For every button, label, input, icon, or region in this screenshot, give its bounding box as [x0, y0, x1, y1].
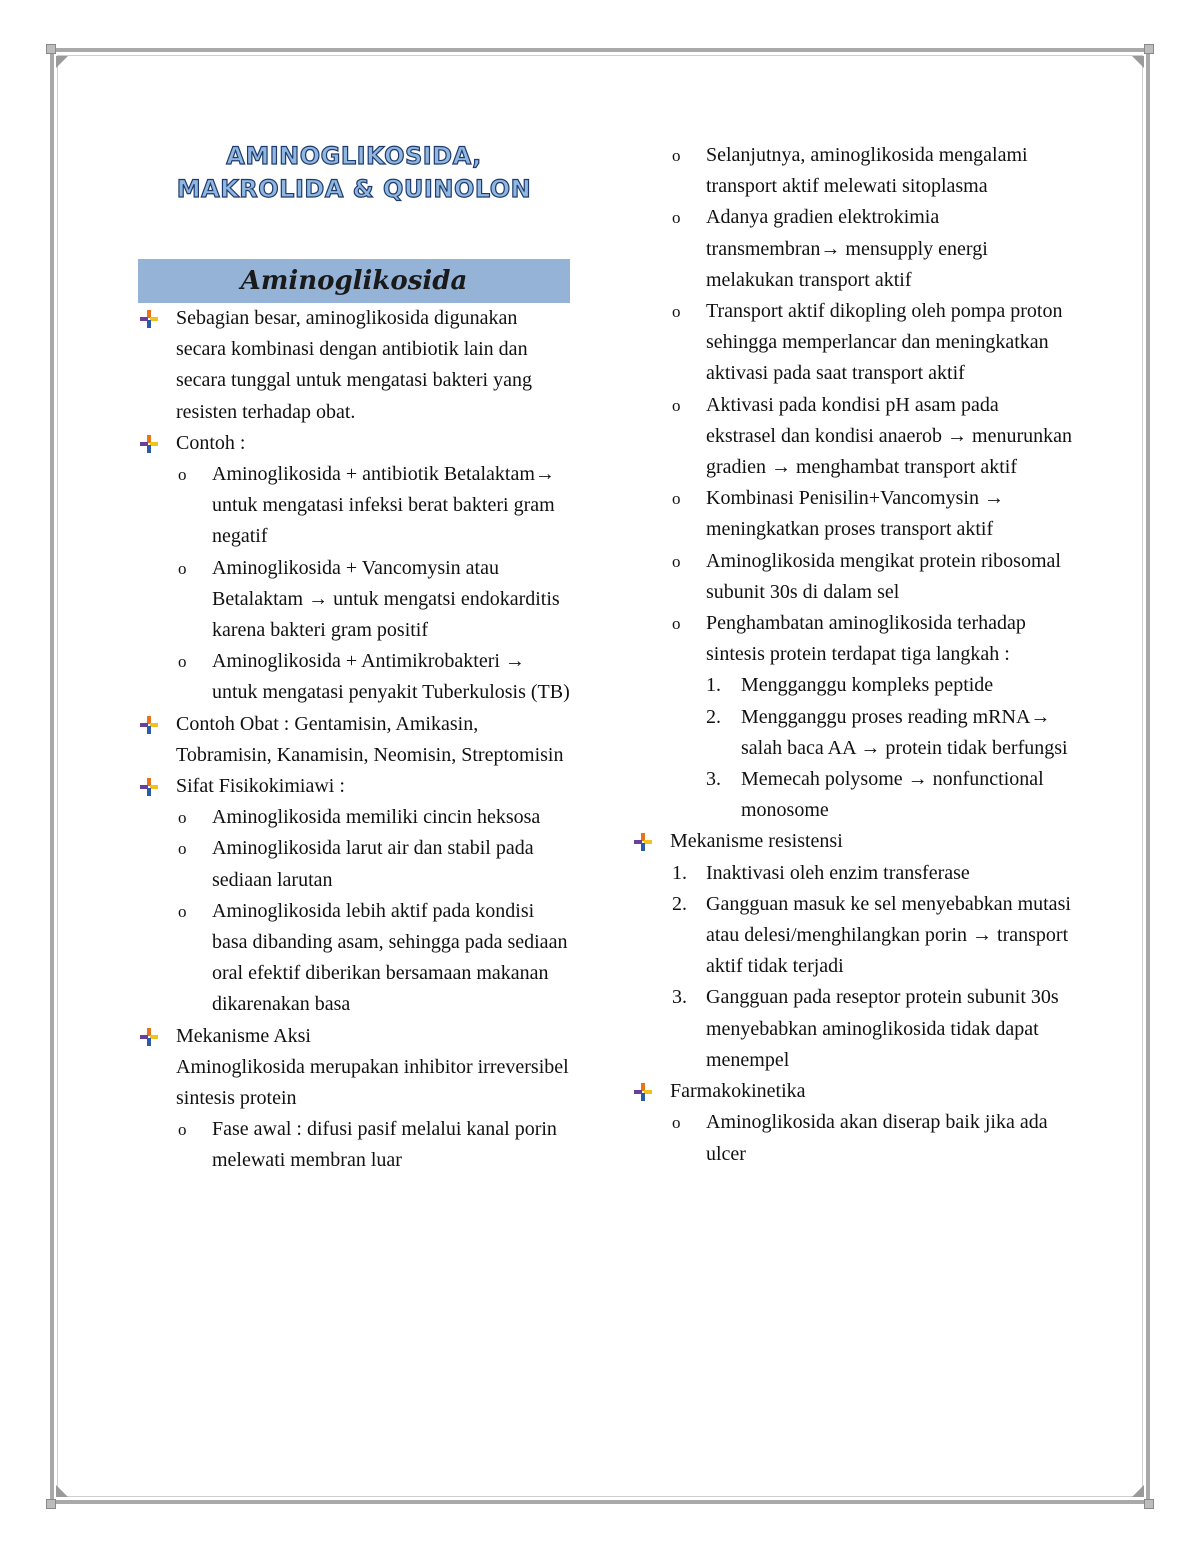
- numbered-item: [632, 764, 1072, 826]
- frame-knob: [46, 1499, 56, 1509]
- sub-list-item: [138, 896, 570, 1021]
- plus-bullet-icon: [140, 716, 158, 734]
- corner-ornament: [56, 1485, 68, 1497]
- right-column: [632, 140, 1072, 1170]
- item-text: Sifat Fisikokimiawi :: [176, 775, 345, 798]
- item-text: Aminoglikosida memiliki cincin heksosa: [212, 806, 541, 829]
- plus-bullet-icon: [634, 833, 652, 851]
- sub-list-item: [632, 202, 1072, 296]
- sub-list-item: [632, 140, 1072, 202]
- bullet-item: [138, 771, 570, 802]
- bullet-item: [632, 826, 1072, 857]
- section-heading: Aminoglikosida: [240, 266, 468, 296]
- bullet-item: [138, 303, 570, 428]
- item-text: Aminoglikosida mengikat protein ribosomal subunit 30s di dalam sel: [706, 549, 1061, 603]
- item-number: 1.: [706, 674, 721, 697]
- bullet-item: [632, 1076, 1072, 1107]
- sub-list-item: [632, 546, 1072, 608]
- frame-knob: [1144, 44, 1154, 54]
- item-text: Aminoglikosida + antibiotik Betalaktam→ untuk mengatasi infeksi berat bakteri gram negatif: [212, 463, 555, 548]
- paragraph-item: [138, 1052, 570, 1114]
- sub-list-item: [632, 1107, 1072, 1169]
- item-text: Mekanisme Aksi: [176, 1024, 311, 1047]
- circle-bullet-icon: o: [178, 652, 187, 672]
- numbered-item: [632, 702, 1072, 764]
- item-text: Farmakokinetika: [670, 1080, 806, 1103]
- frame-knob: [1144, 1499, 1154, 1509]
- item-text: Inaktivasi oleh enzim transferase: [706, 861, 970, 884]
- sub-list-item: [632, 608, 1072, 670]
- sub-list-item: [138, 459, 570, 553]
- item-text: Selanjutnya, aminoglikosida mengalami transport aktif melewati sitoplasma: [706, 144, 1028, 198]
- circle-bullet-icon: o: [178, 839, 187, 859]
- item-number: 1.: [672, 861, 687, 884]
- sub-list-item: [632, 390, 1072, 484]
- item-text: Mengganggu proses reading mRNA→ salah baca AA → protein tidak berfungsi: [741, 705, 1068, 759]
- circle-bullet-icon: o: [672, 614, 681, 634]
- item-text: Sebagian besar, aminoglikosida digunakan secara kombinasi dengan antibiotik lain dan secara tunggal untuk mengatasi bakteri yang resisten terhadap obat.: [176, 307, 532, 423]
- item-text: Aminoglikosida + Vancomysin atau Betalaktam → untuk mengatsi endokarditis karena bakteri gram positif: [212, 556, 560, 642]
- item-text: Aminoglikosida + Antimikrobakteri → untuk mengatasi penyakit Tuberkulosis (TB): [212, 650, 570, 704]
- sub-list-item: [138, 646, 570, 708]
- bullet-item: [138, 1021, 570, 1052]
- numbered-item: [632, 670, 1072, 701]
- right-content-list: [632, 140, 1072, 1170]
- sub-list-item: [632, 483, 1072, 545]
- left-content-list: [138, 303, 570, 1177]
- plus-bullet-icon: [634, 1083, 652, 1101]
- title-line: MAKROLIDA & QUINOLON: [176, 175, 532, 203]
- left-column: [138, 140, 570, 1177]
- item-text: Memecah polysome → nonfunctional monosome: [741, 768, 1044, 822]
- circle-bullet-icon: o: [672, 146, 681, 165]
- circle-bullet-icon: o: [672, 395, 681, 415]
- title-line: AMINOGLIKOSIDA,: [226, 142, 482, 170]
- corner-ornament: [1132, 56, 1144, 68]
- item-text: Aminoglikosida merupakan inhibitor irreversibel sintesis protein: [176, 1055, 569, 1110]
- item-text: Mengganggu kompleks peptide: [741, 674, 994, 697]
- circle-bullet-icon: o: [178, 558, 187, 578]
- numbered-item: [632, 858, 1072, 889]
- item-text: Aminoglikosida akan diserap baik jika ada ulcer: [706, 1111, 1048, 1165]
- bullet-item: [138, 428, 570, 459]
- item-number: 2.: [706, 705, 721, 728]
- circle-bullet-icon: o: [178, 1120, 187, 1140]
- item-text: Penghambatan aminoglikosida terhadap sintesis protein terdapat tiga langkah :: [706, 612, 1026, 666]
- item-text: Aminoglikosida lebih aktif pada kondisi basa dibanding asam, sehingga pada sediaan oral efektif diberikan bersamaan makanan dikarenakan basa: [212, 899, 568, 1016]
- sub-list-item: [632, 296, 1072, 390]
- sub-list-item: [138, 553, 570, 647]
- frame-knob: [46, 44, 56, 54]
- plus-bullet-icon: [140, 1028, 158, 1046]
- item-text: Transport aktif dikopling oleh pompa proton sehingga memperlancar dan meningkatkan aktivasi pada saat transport aktif: [706, 300, 1063, 385]
- sub-list-item: [138, 802, 570, 833]
- numbered-item: [632, 982, 1072, 1076]
- bullet-item: [138, 709, 570, 771]
- circle-bullet-icon: o: [178, 808, 187, 828]
- item-number: 3.: [672, 986, 687, 1009]
- circle-bullet-icon: o: [178, 465, 187, 485]
- item-text: Adanya gradien elektrokimia transmembran→ mensupply energi melakukan transport aktif: [706, 206, 988, 291]
- item-text: Contoh Obat : Gentamisin, Amikasin, Tobramisin, Kanamisin, Neomisin, Streptomisin: [176, 712, 564, 766]
- corner-ornament: [1132, 1485, 1144, 1497]
- item-text: Contoh :: [176, 431, 246, 454]
- corner-ornament: [56, 56, 68, 68]
- circle-bullet-icon: o: [178, 901, 187, 921]
- circle-bullet-icon: o: [672, 208, 681, 228]
- item-text: Gangguan masuk ke sel menyebabkan mutasi atau delesi/menghilangkan porin → transport aktif tidak terjadi: [706, 892, 1071, 978]
- item-number: 3.: [706, 768, 721, 791]
- item-text: Kombinasi Penisilin+Vancomysin → meningkatkan proses transport aktif: [706, 487, 1004, 541]
- circle-bullet-icon: o: [672, 489, 681, 509]
- circle-bullet-icon: o: [672, 551, 681, 571]
- page-title: [138, 140, 570, 206]
- numbered-item: [632, 889, 1072, 983]
- sub-list-item: [138, 1114, 570, 1176]
- plus-bullet-icon: [140, 310, 158, 328]
- section-heading-bar: [138, 259, 570, 303]
- item-text: Aminoglikosida larut air dan stabil pada sediaan larutan: [212, 837, 534, 891]
- circle-bullet-icon: o: [672, 302, 681, 322]
- item-text: Gangguan pada reseptor protein subunit 30s menyebabkan aminoglikosida tidak dapat menempel: [706, 986, 1059, 1071]
- sub-list-item: [138, 833, 570, 895]
- item-text: Aktivasi pada kondisi pH asam pada ekstrasel dan kondisi anaerob → menurunkan gradien → menghambat transport aktif: [706, 393, 1073, 479]
- item-number: 2.: [672, 892, 687, 915]
- plus-bullet-icon: [140, 778, 158, 796]
- circle-bullet-icon: o: [672, 1113, 681, 1133]
- item-text: Mekanisme resistensi: [670, 830, 843, 853]
- item-text: Fase awal : difusi pasif melalui kanal porin melewati membran luar: [212, 1118, 557, 1172]
- plus-bullet-icon: [140, 435, 158, 453]
